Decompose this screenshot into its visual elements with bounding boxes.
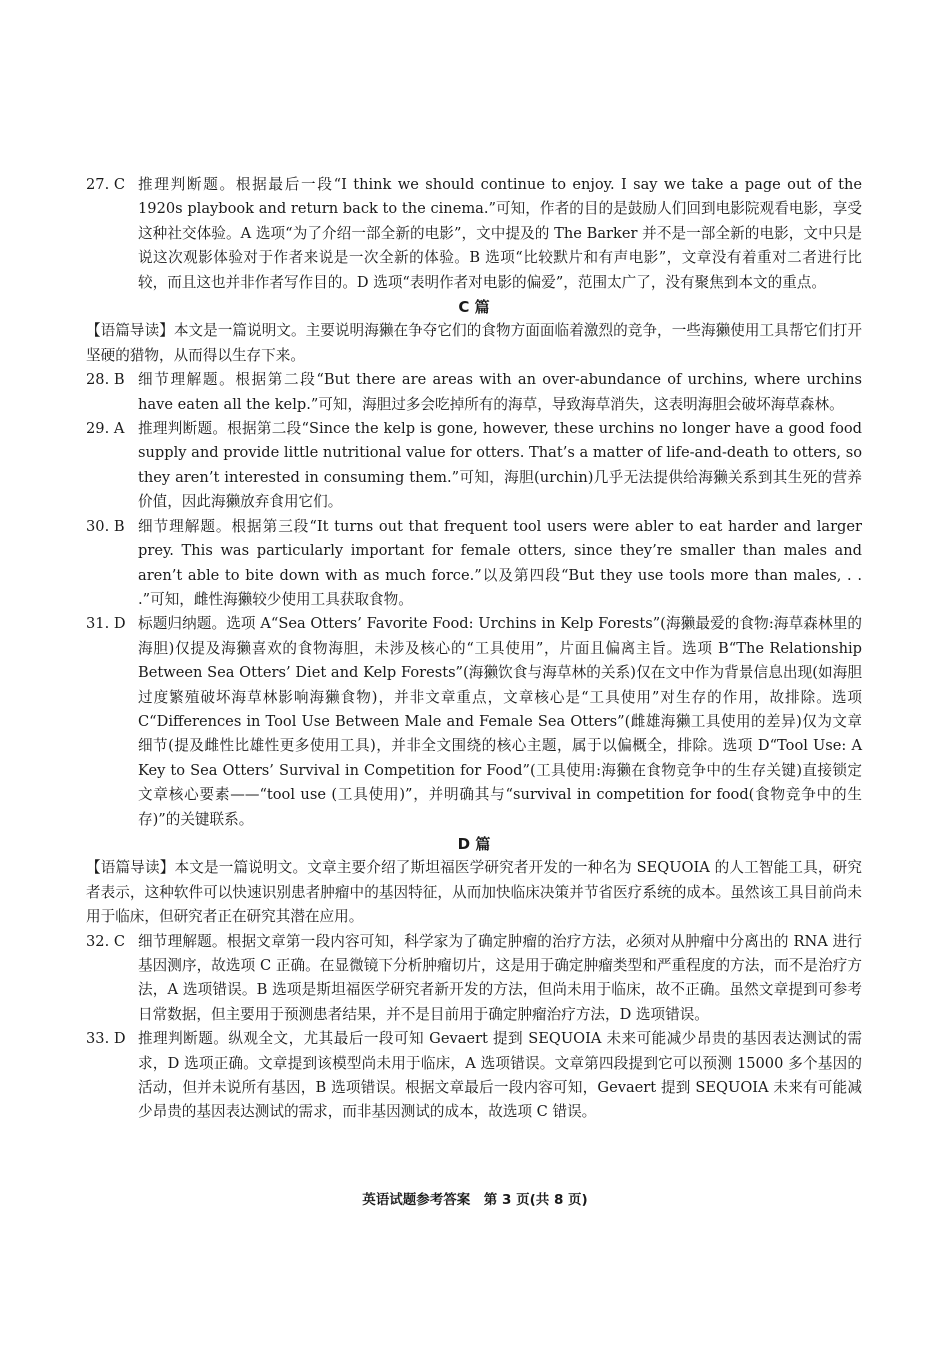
- answer-number: 27. C: [86, 176, 126, 193]
- answer-explanation: 推理判断题。根据最后一段“I think we should continue to enjoy. I say we take a page out of the 1920s playbook and return back to the cinema.”可知，作者的目的是鼓励人们回到电影院观看电影，享受这种社交体验。A 选项“为了介绍一部全新的电影”，文中提及的 The Barker 并不是一部全新的电影，文中只是说这次观影体验对于作者来说是一次全新的体验。B 选项“比较默片和有声电影”，文章没有着重对二者进行比较，而且这也并非作者写作目的。D 选项“表明作者对电影的偏爱”，范围太广了，没有聚焦到本文的重点。: [138, 176, 862, 291]
- answer-number: 30. B: [86, 517, 125, 535]
- answer-number: 32. C: [86, 932, 126, 950]
- answer-number: 29. A: [86, 420, 125, 438]
- answer-number: 33. D: [86, 1030, 126, 1048]
- page-footer: 英语试题参考答案 第 3 页(共 8 页): [362, 1192, 588, 1208]
- section-d-guide: 【语篇导读】本文是一篇说明文。文章主要介绍了斯坦福医学研究者开发的一种名为 SEQUOIA 的人工智能工具，研究者表示，这种软件可以快速识别患者肿瘤中的基因特征，从而加快临床决策并节省医疗系统的成本。虽然该工具目前尚未用于临床，但研究者正在研究其潜在应用。: [86, 859, 862, 926]
- answer-item-33: [86, 1027, 862, 1125]
- answer-explanation: 标题归纳题。选项 A“Sea Otters’ Favorite Food: Urchins in Kelp Forests”(海獭最爱的食物:海草森林里的海胆)仅提及海獭喜欢的食物海胆，未涉及核心的“工具使用”，片面且偏离主旨。选项 B“The Relationship Between Sea Otters’ Diet and Kelp Forests”(海獭饮食与海草林的关系)仅在文中作为背景信息出现(如海胆过度繁殖破坏海草林影响海獭食物)，并非文章重点，文章核心是“工具使用”对生存的作用，故排除。选项 C“Differences in Tool Use Between Male and Female Sea Otters”(雌雄海獭工具使用的差异)仅为文章细节(提及雌性比雄性更多使用工具)，并非全文围绕的核心主题，属于以偏概全，排除。选项 D“Tool Use: A Key to Sea Otters’ Survival in Competition for Food”(工具使用:海獭在食物竞争中的生存关键)直接锁定文章核心要素——“tool use (工具使用)”，并明确其与“survival in competition for food(食物竞争中的生存)”的关键联系。: [138, 615, 862, 828]
- section-c-title: C 篇: [458, 298, 490, 317]
- answer-explanation: 细节理解题。根据第三段“It turns out that frequent tool users were abler to eat harder and larger prey. This was particularly important for female otters, since they’re smaller than males and aren’t able to bite down with as much force.”以及第四段“But they use tools more than males, . . .”可知，雌性海獭较少使用工具获取食物。: [138, 517, 862, 608]
- answer-item-27: [86, 173, 862, 295]
- answer-explanation: 细节理解题。根据第二段“But there are areas with an over-abundance of urchins, where urchins have eaten all the kelp.”可知，海胆过多会吃掉所有的海草，导致海草消失，这表明海胆会破坏海草森林。: [138, 371, 862, 413]
- answer-item-32: [86, 930, 862, 1028]
- answer-number: 31. D: [86, 615, 126, 633]
- section-c-guide: 【语篇导读】本文是一篇说明文。主要说明海獭在争夺它们的食物方面面临着激烈的竞争，一些海獭使用工具帮它们打开坚硬的猎物，从而得以生存下来。: [86, 322, 862, 364]
- answer-item-29: [86, 417, 862, 515]
- answer-item-28: [86, 368, 862, 417]
- answer-explanation: 推理判断题。纵观全文，尤其最后一段可知 Gevaert 提到 SEQUOIA 未来可能减少昂贵的基因表达测试的需求，D 选项正确。文章提到该模型尚未用于临床，A 选项错误。文章第四段提到它可以预测 15000 多个基因的活动，但并未说所有基因，B 选项错误。根据文章最后一段内容可知，Gevaert 提到 SEQUOIA 未来有可能减少昂贵的基因表达测试的需求，而非基因测试的成本，故选项 C 错误。: [138, 1030, 862, 1121]
- answer-item-31: [86, 612, 862, 832]
- answer-explanation: 细节理解题。根据文章第一段内容可知，科学家为了确定肿瘤的治疗方法，必须对从肿瘤中分离出的 RNA 进行基因测序，故选项 C 正确。在显微镜下分析肿瘤切片，这是用于确定肿瘤类型和严重程度的方法，而不是治疗方法，A 选项错误。B 选项是斯坦福医学研究者新开发的方法，但尚未用于临床，故不正确。虽然文章提到可参考日常数据，但主要用于预测患者结果，并不是目前用于确定肿瘤治疗方法，D 选项错误。: [138, 932, 862, 1023]
- answer-explanation: 推理判断题。根据第二段“Since the kelp is gone, however, these urchins no longer have a good food supply and provide little nutritional value for otters. That’s a matter of life-and-death to otters, so they aren’t interested in consuming them.”可知，海胆(urchin)几乎无法提供给海獭关系到其生死的营养价值，因此海獭放弃食用它们。: [138, 420, 862, 511]
- answer-number: 28. B: [86, 371, 125, 389]
- section-d-title: D 篇: [457, 834, 491, 853]
- answer-item-30: [86, 515, 862, 613]
- page-content: [86, 173, 862, 1125]
